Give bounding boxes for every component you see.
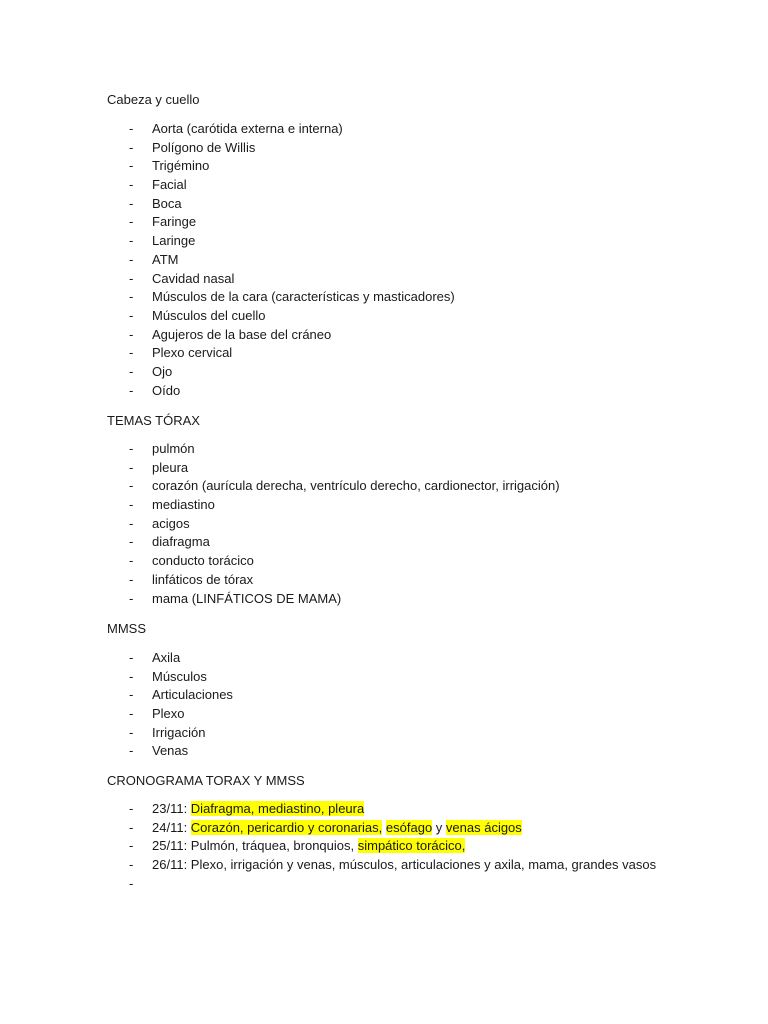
list-dash: - bbox=[129, 857, 134, 873]
schedule-date: 23/11: bbox=[152, 801, 191, 816]
list-item-text: mediastino bbox=[152, 497, 215, 513]
section-heading-cabeza: Cabeza y cuello bbox=[107, 92, 200, 107]
list-dash: - bbox=[129, 571, 134, 587]
list-item-text: Faringe bbox=[152, 214, 197, 230]
list-item-text: Cavidad nasal bbox=[152, 270, 235, 286]
list-dash: - bbox=[129, 326, 134, 342]
list-item-text: Boca bbox=[152, 195, 182, 211]
list-dash: - bbox=[129, 590, 134, 606]
list-dash: - bbox=[129, 838, 134, 854]
list-item-text: ATM bbox=[152, 251, 179, 267]
list-item-text: Músculos de la cara (características y masticadores) bbox=[152, 289, 455, 305]
list-item-text: Aorta (carótida externa e interna) bbox=[152, 121, 343, 136]
list-item-text: Ojo bbox=[152, 363, 173, 379]
list-item-text: conducto torácico bbox=[152, 553, 254, 569]
list-item-text: corazón (aurícula derecha, ventrículo derecho, cardionector, irrigación) bbox=[152, 478, 560, 494]
list-dash: - bbox=[129, 459, 134, 475]
list-dash: - bbox=[129, 214, 134, 230]
list-dash: - bbox=[129, 289, 134, 305]
schedule-date: 25/11: bbox=[152, 838, 191, 854]
list-dash: - bbox=[129, 534, 134, 550]
list-dash: - bbox=[129, 801, 134, 816]
schedule-date: 26/11: bbox=[152, 857, 191, 873]
list-item-text: Plexo cervical bbox=[152, 345, 233, 361]
list-item-text: pulmón bbox=[152, 441, 195, 456]
list-dash: - bbox=[129, 497, 134, 513]
list-item-text: Venas bbox=[152, 743, 189, 759]
plain-text: Plexo, irrigación y venas, músculos, articulaciones y axila, mama, grandes vasos bbox=[190, 857, 657, 873]
highlighted-text: esófago bbox=[385, 819, 433, 835]
list-dash: - bbox=[129, 743, 134, 759]
list-dash: - bbox=[129, 270, 134, 286]
list-dash: - bbox=[129, 819, 134, 835]
list-item-text: Plexo bbox=[152, 706, 185, 722]
list-dash: - bbox=[129, 233, 134, 249]
list-dash: - bbox=[129, 121, 134, 136]
list-dash: - bbox=[129, 515, 134, 531]
highlighted-text: Corazón, pericardio y coronarias, bbox=[190, 819, 383, 835]
list-item-text: pleura bbox=[152, 459, 189, 475]
list-dash: - bbox=[129, 158, 134, 174]
list-dash: - bbox=[129, 363, 134, 379]
schedule-date: 24/11: bbox=[152, 819, 191, 835]
list-dash: - bbox=[129, 382, 134, 398]
list-dash: - bbox=[129, 307, 134, 323]
list-item-text: Facial bbox=[152, 177, 187, 193]
highlighted-text: Diafragma, mediastino, pleura bbox=[190, 801, 365, 816]
list-dash: - bbox=[129, 553, 134, 569]
list-dash: - bbox=[129, 251, 134, 267]
plain-text: y bbox=[432, 819, 446, 835]
list-dash: - bbox=[129, 706, 134, 722]
section-heading-torax: TEMAS TÓRAX bbox=[107, 413, 200, 428]
list-item-text bbox=[152, 819, 522, 838]
list-item-text: Músculos bbox=[152, 668, 207, 684]
list-dash: - bbox=[129, 724, 134, 740]
list-dash: - bbox=[129, 195, 134, 211]
list-item-text: Irrigación bbox=[152, 724, 206, 740]
list-dash: - bbox=[129, 441, 134, 456]
list-item-text: Polígono de Willis bbox=[152, 139, 256, 155]
list-item-text: mama (LINFÁTICOS DE MAMA) bbox=[152, 590, 342, 606]
list-dash: - bbox=[129, 478, 134, 494]
list-item-text bbox=[152, 800, 364, 819]
plain-text: Pulmón, tráquea, bronquios, bbox=[190, 838, 358, 854]
list-dash: - bbox=[129, 650, 134, 665]
list-item-text: Músculos del cuello bbox=[152, 307, 266, 323]
list-dash: - bbox=[129, 345, 134, 361]
list-item-text: Agujeros de la base del cráneo bbox=[152, 326, 332, 342]
list-dash: - bbox=[129, 668, 134, 684]
list-item-text: diafragma bbox=[152, 534, 210, 550]
list-item-text: linfáticos de tórax bbox=[152, 571, 254, 587]
list-item-text: acigos bbox=[152, 515, 190, 531]
list-dash: - bbox=[129, 687, 134, 703]
list-dash: - bbox=[129, 139, 134, 155]
list-item-text bbox=[152, 856, 656, 875]
highlighted-text: venas ácigos bbox=[445, 819, 522, 835]
list-item-text bbox=[152, 837, 465, 856]
section-heading-cronograma: CRONOGRAMA TORAX Y MMSS bbox=[107, 773, 305, 788]
list-dash: - bbox=[129, 875, 134, 891]
list-item-text: Axila bbox=[152, 650, 181, 665]
list-item-text: Trigémino bbox=[152, 158, 210, 174]
list-item-text: Oído bbox=[152, 382, 181, 398]
highlighted-text: simpático torácico, bbox=[357, 838, 466, 854]
section-heading-mmss: MMSS bbox=[107, 621, 146, 636]
list-item-text: Articulaciones bbox=[152, 687, 233, 703]
list-dash: - bbox=[129, 177, 134, 193]
list-item-text: Laringe bbox=[152, 233, 196, 249]
